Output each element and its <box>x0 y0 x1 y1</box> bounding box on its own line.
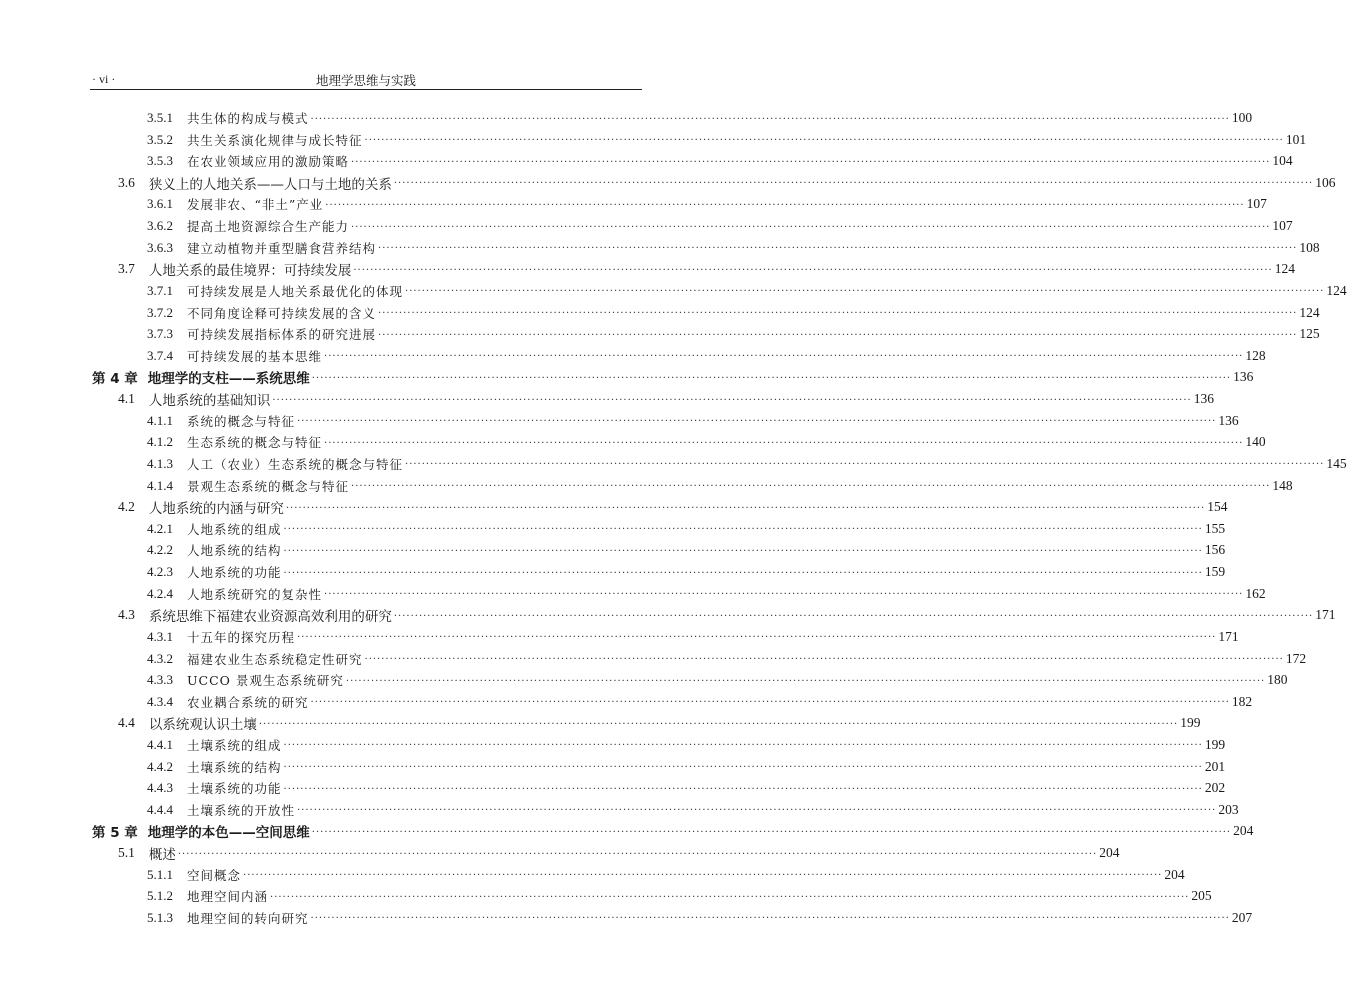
toc-leader-dots: ···························································································································································································································· <box>378 243 1298 255</box>
toc-section <box>118 389 1214 410</box>
toc-number: 第 5 章 <box>92 825 138 842</box>
toc-title: 人地关系的最佳境界：可持续发展 <box>148 263 352 280</box>
book-title: 地理学思维与实践 <box>315 73 416 88</box>
toc-leader-dots: ···························································································································································································································· <box>393 178 1314 190</box>
toc-number: 4.2 <box>118 499 135 515</box>
toc-leader-dots: ···························································································································································································································· <box>177 848 1098 860</box>
toc-leader-dots: ···························································································································································································································· <box>310 913 1230 925</box>
toc-title: 生态系统的概念与特征 <box>187 435 323 451</box>
toc-subsection <box>147 216 1293 236</box>
toc-page-number: 101 <box>1285 131 1307 147</box>
toc-number: 4.1 <box>118 391 135 407</box>
toc-number: 3.6.3 <box>147 239 173 255</box>
toc-page-number: 106 <box>1315 174 1336 190</box>
toc-page-number: 155 <box>1204 520 1226 536</box>
toc-page-number: 136 <box>1233 369 1254 385</box>
toc-page-number: 159 <box>1204 564 1226 580</box>
toc-leader-dots: ···························································································································································································································· <box>325 199 1245 211</box>
toc-page-number: 107 <box>1272 218 1293 234</box>
toc-title: 土壤系统的组成 <box>187 737 282 753</box>
toc-number: 5.1 <box>118 845 135 861</box>
toc-leader-dots: ···························································································································································································································· <box>283 545 1203 557</box>
toc-page-number: 204 <box>1164 866 1185 882</box>
toc-page-number: 124 <box>1326 282 1347 298</box>
toc-leader-dots: ···························································································································································································································· <box>297 632 1217 644</box>
toc-subsection <box>147 865 1185 885</box>
toc-subsection <box>147 800 1239 820</box>
toc-leader-dots: ···························································································································································································································· <box>351 481 1271 493</box>
toc-title: 在农业领域应用的激励策略 <box>187 154 350 170</box>
toc-page-number: 172 <box>1285 650 1307 666</box>
toc-title: 人地系统的结构 <box>187 543 282 559</box>
toc-subsection <box>147 584 1266 604</box>
toc-number: 4.1.2 <box>147 434 173 450</box>
toc-title: 概述 <box>148 847 176 864</box>
toc-subsection <box>147 562 1226 582</box>
toc-subsection <box>147 778 1226 798</box>
toc-page-number: 136 <box>1218 412 1239 428</box>
toc-title: 十五年的探究历程 <box>187 629 296 645</box>
toc-title: 土壤系统的功能 <box>187 781 282 797</box>
toc-page-number: 204 <box>1233 823 1254 839</box>
toc-section <box>118 605 1336 626</box>
toc-title: 建立动植物并重型膳食营养结构 <box>187 240 377 256</box>
toc-title: 人地系统的功能 <box>187 565 282 581</box>
toc-page-number: 180 <box>1267 672 1288 688</box>
toc-page-number: 145 <box>1326 455 1347 471</box>
toc-page-number: 205 <box>1191 888 1212 904</box>
toc-title: 人地系统的基础知识 <box>148 393 271 410</box>
toc-subsection <box>147 670 1288 690</box>
toc-title: 土壤系统的结构 <box>187 759 282 775</box>
toc-leader-dots: ···························································································································································································································· <box>405 459 1325 471</box>
toc-subsection <box>147 346 1266 366</box>
toc-page-number: 125 <box>1299 326 1320 342</box>
toc-subsection <box>147 151 1293 171</box>
toc-leader-dots: ···························································································································································································································· <box>297 416 1217 428</box>
toc-number: 4.4.4 <box>147 801 173 817</box>
toc-title: 不同角度诠释可持续发展的含义 <box>187 305 377 321</box>
toc-leader-dots: ···························································································································································································································· <box>283 740 1203 752</box>
page-number: · vi · <box>92 72 116 86</box>
toc-title: 土壤系统的开放性 <box>187 802 296 818</box>
toc-subsection <box>147 886 1212 906</box>
toc-title: 发展非农、“非土”产业 <box>187 197 324 213</box>
toc-leader-dots: ···························································································································································································································· <box>311 826 1232 838</box>
toc-number: 3.6.1 <box>147 196 173 212</box>
toc-subsection <box>147 324 1320 344</box>
toc-subsection <box>147 303 1320 323</box>
toc-number: 4.2.1 <box>147 520 173 536</box>
toc-title: 共生关系演化规律与成长特征 <box>187 132 363 148</box>
toc-subsection <box>147 519 1226 539</box>
toc-number: 4.3 <box>118 607 135 623</box>
toc-number: 4.4.3 <box>147 780 173 796</box>
toc-title: 地理学的支柱——系统思维 <box>147 371 310 388</box>
toc-page-number: 207 <box>1231 909 1253 925</box>
toc-title: 地理空间的转向研究 <box>187 910 309 926</box>
toc-subsection <box>147 649 1307 669</box>
toc-number: 4.3.2 <box>147 650 173 666</box>
toc-title: 共生体的构成与模式 <box>187 111 309 126</box>
toc-title: 系统的概念与特征 <box>187 413 296 429</box>
toc-page-number: 124 <box>1274 261 1295 277</box>
toc-number: 4.3.4 <box>147 693 173 709</box>
toc-subsection <box>147 238 1320 258</box>
toc-number: 4.4.1 <box>147 736 173 752</box>
toc-leader-dots: ···························································································································································································································· <box>351 221 1271 233</box>
toc-subsection <box>147 411 1239 431</box>
toc-title: 人地系统的内涵与研究 <box>148 501 284 518</box>
toc-page-number: 108 <box>1299 239 1320 255</box>
toc-title: 福建农业生态系统稳定性研究 <box>187 651 363 667</box>
toc-number: 3.5.3 <box>147 153 173 169</box>
toc-number: 4.2.3 <box>147 564 173 580</box>
toc-number: 3.5.2 <box>147 131 173 147</box>
toc-page-number: 182 <box>1231 693 1253 709</box>
header-rule <box>90 89 642 90</box>
toc-subsection <box>147 454 1347 474</box>
toc-number: 3.7.1 <box>147 282 173 298</box>
toc-leader-dots: ···························································································································································································································· <box>283 762 1203 774</box>
toc-subsection <box>147 540 1226 560</box>
toc-leader-dots: ···························································································································································································································· <box>378 329 1298 341</box>
toc-leader-dots: ···························································································································································································································· <box>311 372 1232 384</box>
toc-leader-dots: ···························································································································································································································· <box>297 805 1217 817</box>
toc-title: 可持续发展是人地关系最优化的体现 <box>187 283 404 299</box>
toc-number: 5.1.3 <box>147 909 173 925</box>
toc-leader-dots: ···························································································································································································································· <box>405 286 1325 298</box>
toc-number: 4.4.2 <box>147 758 173 774</box>
toc-number: 4.1.3 <box>147 455 173 471</box>
toc-subsection <box>147 735 1226 755</box>
toc-number: 3.7 <box>118 261 135 277</box>
toc-subsection <box>147 432 1266 452</box>
toc-leader-dots: ···························································································································································································································· <box>310 113 1230 125</box>
toc-leader-dots: ···························································································································································································································· <box>324 351 1244 363</box>
toc-section <box>118 843 1120 864</box>
toc-leader-dots: ···························································································································································································································· <box>324 589 1244 601</box>
toc-page-number: 104 <box>1272 153 1293 169</box>
toc-page-number: 199 <box>1180 715 1201 731</box>
toc-title: 空间概念 <box>187 867 242 883</box>
toc-leader-dots: ···························································································································································································································· <box>345 675 1266 687</box>
toc-page-number: 203 <box>1218 801 1239 817</box>
toc-page-number: 204 <box>1099 845 1120 861</box>
toc-page-number: 148 <box>1272 477 1293 493</box>
toc-leader-dots: ···························································································································································································································· <box>364 654 1284 665</box>
toc-section <box>118 173 1336 193</box>
toc-leader-dots: ···························································································································································································································· <box>353 264 1273 276</box>
toc-leader-dots: ···························································································································································································································· <box>393 610 1314 622</box>
toc-leader-dots: ···························································································································································································································· <box>258 718 1179 730</box>
toc-page-number: 171 <box>1315 607 1336 623</box>
toc-number: 5.1.1 <box>147 866 173 882</box>
toc-leader-dots: ···························································································································································································································· <box>272 394 1192 406</box>
toc-subsection <box>147 692 1253 712</box>
toc-page-number: 136 <box>1193 391 1214 407</box>
toc-subsection <box>147 108 1253 128</box>
toc-subsection <box>147 281 1347 301</box>
toc-title: 以系统观认识土壤 <box>148 717 257 734</box>
toc-page-number: 202 <box>1204 780 1226 796</box>
toc-number: 4.2.2 <box>147 542 173 558</box>
toc-subsection <box>147 476 1293 496</box>
toc-page-number: 171 <box>1218 628 1239 644</box>
toc-number: 4.1.1 <box>147 412 173 428</box>
toc-title: 地理学的本色——空间思维 <box>147 825 310 842</box>
toc-subsection <box>147 627 1239 647</box>
toc-page-number: 156 <box>1204 542 1226 558</box>
toc-page-number: 162 <box>1245 585 1266 601</box>
toc-page-number: 128 <box>1245 347 1266 363</box>
toc-subsection <box>147 757 1226 777</box>
toc-number: 3.7.4 <box>147 347 173 363</box>
toc-page-number: 100 <box>1231 110 1253 125</box>
toc-number: 4.1.4 <box>147 477 173 493</box>
toc-leader-dots: ···························································································································································································································· <box>351 156 1271 168</box>
toc-chapter <box>92 821 1254 842</box>
toc-title: 系统思维下福建农业资源高效利用的研究 <box>148 609 392 626</box>
toc-number: 4.3.3 <box>147 672 173 688</box>
toc-leader-dots: ···························································································································································································································· <box>324 437 1244 449</box>
toc-title: 提高土地资源综合生产能力 <box>187 219 350 235</box>
toc-title: 人工（农业）生态系统的概念与特征 <box>187 456 404 472</box>
toc-page-number: 140 <box>1245 434 1266 450</box>
toc-section <box>118 259 1295 280</box>
toc-leader-dots: ···························································································································································································································· <box>364 135 1284 147</box>
toc-subsection <box>147 194 1267 214</box>
toc-section <box>118 713 1201 734</box>
toc-leader-dots: ···························································································································································································································· <box>310 697 1230 709</box>
toc-chapter <box>92 367 1254 388</box>
toc-subsection <box>147 908 1253 928</box>
toc-page-number: 199 <box>1204 736 1226 752</box>
toc-title: 狭义上的人地关系——人口与土地的关系 <box>148 176 392 193</box>
toc-section <box>118 497 1228 518</box>
toc-page-number: 124 <box>1299 304 1320 320</box>
toc-number: 4.2.4 <box>147 585 173 601</box>
toc-title: 景观生态系统的概念与特征 <box>187 478 350 494</box>
toc-number: 3.6.2 <box>147 218 173 234</box>
toc-leader-dots: ···························································································································································································································· <box>283 783 1203 795</box>
toc-page-number: 107 <box>1246 196 1267 212</box>
toc-number: 3.6 <box>118 174 135 190</box>
toc-number: 3.7.3 <box>147 326 173 342</box>
toc-leader-dots: ···························································································································································································································· <box>285 502 1206 514</box>
toc-leader-dots: ···························································································································································································································· <box>378 308 1298 320</box>
toc-leader-dots: ···························································································································································································································· <box>243 870 1163 882</box>
toc-leader-dots: ···························································································································································································································· <box>270 891 1190 903</box>
toc-leader-dots: ···························································································································································································································· <box>283 567 1203 579</box>
toc-title: UCCO 景观生态系统研究 <box>187 673 344 689</box>
toc-title: 地理空间内涵 <box>187 889 269 905</box>
toc-number: 5.1.2 <box>147 888 173 904</box>
toc-title: 可持续发展的基本思维 <box>187 348 323 364</box>
toc-page-number: 154 <box>1207 499 1228 515</box>
toc-page-number: 201 <box>1204 758 1226 774</box>
toc-number: 3.5.1 <box>147 110 173 125</box>
toc-leader-dots: ···························································································································································································································· <box>283 524 1203 536</box>
toc-number: 4.4 <box>118 715 135 731</box>
toc-title: 农业耦合系统的研究 <box>187 694 309 710</box>
toc-number: 4.3.1 <box>147 628 173 644</box>
toc-number: 第 4 章 <box>92 371 138 388</box>
toc-number: 3.7.2 <box>147 304 173 320</box>
toc-title: 人地系统研究的复杂性 <box>187 586 323 602</box>
toc-title: 人地系统的组成 <box>187 521 282 537</box>
toc-title: 可持续发展指标体系的研究进展 <box>187 327 377 343</box>
toc-subsection <box>147 130 1307 150</box>
